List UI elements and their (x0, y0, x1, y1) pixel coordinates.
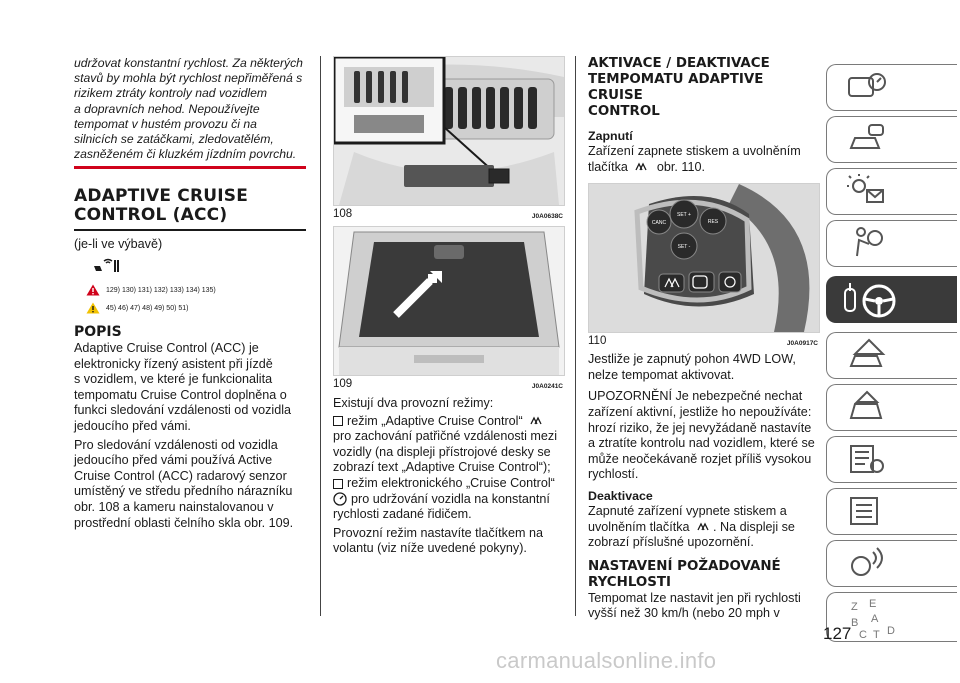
text-line: UPOZORNĚNÍ Je nebezpečné nechat (588, 389, 803, 404)
steering-wheel-key-icon (841, 281, 901, 321)
text-line: vyšší než 30 km/h (nebo 20 mph v (588, 606, 780, 621)
figure-code: J0A0917C (786, 340, 818, 348)
paragraph (333, 526, 563, 557)
text-line: volantu (viz níže uvedené pokyny). (333, 541, 527, 556)
text-line: Provozní režim nastavíte tlačítkem na (333, 525, 543, 540)
heading-line: AKTIVACE / DEAKTIVACE (588, 56, 770, 71)
tab-safety[interactable] (826, 116, 957, 163)
heading-line: ADAPTIVE CRUISE (74, 186, 249, 207)
column-divider (575, 56, 576, 616)
text-line: jedoucího před vámi používá Active (74, 453, 273, 468)
text-line: a ztratíte kontrolu nad vozidlem, které se (588, 436, 815, 451)
figure-number: 109 (333, 378, 353, 390)
tab-multimedia[interactable] (826, 540, 957, 587)
text-line: jedoucího před vámi. (74, 418, 191, 433)
text-line: tlačítka (588, 159, 628, 174)
watermark: carmanualsonline.info (496, 648, 717, 673)
text-line: může neočekávaně rozjet příliš vysokou (588, 451, 812, 466)
equipment-icon (86, 257, 306, 280)
section-heading-acc (74, 187, 306, 231)
text-line: Pro sledování vzdálenosti od vozidla (74, 437, 278, 452)
figure-code: J0A0241C (531, 383, 563, 390)
text-line: elektronicky řízený asistent při jízdě (74, 356, 273, 371)
text-line: obr. 108 a kameru nainstalovanou v (74, 499, 274, 514)
paragraph (588, 352, 818, 383)
heading-line: RYCHLOSTI (588, 574, 672, 590)
warning-line: zasněženém či kluzkém jízdním povrchu. (74, 147, 297, 162)
text-line: rychlostí. (588, 467, 639, 482)
text-line: režim elektronického „Cruise Control“ (347, 475, 555, 490)
paragraph (74, 341, 306, 435)
text-line: tempomatu Cruise Control doplněna o (74, 387, 287, 402)
ref-list: 45) 46) 47) 48) 49) 50) 51) (106, 304, 189, 312)
wheel-label-canc: CANC (651, 220, 667, 227)
text-line: Jestliže je zapnutý pohon 4WD LOW, (588, 352, 796, 367)
heading-line: CONTROL (588, 104, 660, 119)
tab-technical[interactable] (826, 488, 957, 535)
text-line: zobrazí text „Adaptive Cruise Control“); (333, 460, 551, 475)
column-middle (333, 56, 563, 557)
warning-refs-yellow (86, 302, 306, 314)
acc-button-icon (635, 162, 649, 172)
warning-refs-red (86, 284, 306, 296)
figure-caption (333, 378, 563, 390)
acc-distance-icon (530, 416, 544, 426)
text-line: . Na displeji se (713, 519, 795, 534)
tab-maintenance[interactable] (826, 436, 957, 483)
heading-line: CONTROL (ACC) (74, 205, 228, 226)
figure-caption (588, 335, 818, 347)
text-line: nelze tempomat aktivovat. (588, 367, 735, 382)
popis-heading: POPIS (74, 324, 122, 341)
emergency-icon (847, 390, 887, 424)
text-line: Tempomat lze nastavit jen při rychlosti (588, 590, 801, 605)
section-heading-speed-setting (588, 559, 818, 591)
multimedia-icon (847, 546, 887, 580)
text-line: Cruise Control (ACC) radarový senzor (74, 468, 287, 483)
danger-triangle-icon (86, 284, 100, 296)
warning-line: stavů by mohla být rychlost nepřiměřená s (74, 71, 303, 86)
text-line: umístěný ve středu předního nárazníku (74, 484, 293, 499)
acc-button-icon (697, 522, 711, 532)
paragraph (74, 438, 306, 532)
subheading-zapnuti: Zapnutí (588, 129, 633, 143)
text-line: pro udržování vozidla na konstantní (351, 491, 550, 506)
text-line: Zařízení zapnete stiskem a uvolněním (588, 144, 801, 158)
alphabet-index-icon (847, 598, 907, 642)
figure-108-front-bumper (333, 56, 565, 206)
index-letter: Z (851, 601, 858, 613)
tab-airbag[interactable] (826, 220, 957, 267)
index-letter: A (871, 613, 879, 625)
lights-icon (847, 174, 887, 208)
mode-item-acc (333, 414, 563, 476)
figure-110-steering-wheel (588, 183, 820, 333)
text-line: s vozidlem, ve které je funkcionalita (74, 372, 273, 387)
index-letter: T (873, 629, 880, 641)
ref-list: 129) 130) 131) 132) 133) 134) 135) (106, 286, 216, 294)
text-line: uvolněním tlačítka (588, 519, 690, 534)
technical-data-icon (847, 494, 887, 528)
car-key-icon (847, 122, 887, 156)
figure-number: 110 (588, 335, 607, 348)
warning-paragraph (588, 389, 818, 483)
heading-line: TEMPOMATU ADAPTIVE CRUISE (588, 72, 764, 103)
checkbox-bullet-icon (333, 416, 343, 426)
dashboard-icon (847, 70, 887, 104)
warning-line: rizikem ztráty kontroly nad vozidlem (74, 86, 268, 101)
airbag-icon (847, 226, 887, 260)
text-line: obr. 110. (656, 159, 705, 174)
text-line: zařízení aktivní, jestliže ho nepoužíváte: (588, 404, 812, 419)
figure-number: 108 (333, 208, 353, 220)
modes-intro: Existují dva provozní režimy: (333, 396, 494, 410)
text-line: rychlosti zadané řidičem. (333, 507, 472, 522)
text-line: vozidly (na displeji přístrojové desky se (333, 444, 551, 459)
warning-car-icon (847, 338, 887, 372)
section-heading-activation (588, 56, 818, 120)
text-line: pro zachování patřičné vzdálenosti mezi (333, 429, 558, 444)
column-right (588, 56, 818, 622)
availability-note: (je-li ve výbavě) (74, 237, 163, 252)
warning-line: tempomat v hustém provozu či na (74, 116, 257, 131)
wheel-label-set-plus: SET + (677, 212, 691, 219)
warning-line: udržovat konstantní rychlost. Za některých (74, 56, 303, 70)
checkbox-bullet-icon (333, 479, 343, 489)
index-letter: D (887, 625, 895, 637)
tab-warnings[interactable] (826, 332, 957, 379)
text-line: Adaptive Cruise Control (ACC) je (74, 341, 259, 356)
warning-line: silnicích se zatáčkami, zledovatělém, (74, 132, 274, 147)
speedometer-icon (333, 492, 347, 506)
tab-emergency[interactable] (826, 384, 957, 431)
index-letter: E (869, 598, 877, 610)
warning-box (74, 56, 306, 169)
maintenance-icon (847, 442, 887, 476)
index-letter: B (851, 617, 859, 629)
warning-line: a dopravních nehod. Nepoužívejte (74, 101, 260, 116)
text-line: zobrazí příslušné upozornění. (588, 535, 754, 550)
figure-code: J0A0638C (531, 213, 563, 220)
column-divider (320, 56, 321, 616)
tab-dashboard[interactable] (826, 64, 957, 111)
text-line: hrozí riziko, že jej nevyžádaně nastavíte (588, 420, 812, 435)
text-line: funkci sledování vzdálenosti od vozidla (74, 403, 292, 418)
column-left (74, 56, 306, 531)
mode-item-cruise (333, 476, 563, 523)
figure-109-windshield-camera (333, 226, 565, 376)
page-number: 127 (823, 624, 852, 643)
tab-lights[interactable] (826, 168, 957, 215)
caution-triangle-icon (86, 302, 100, 314)
text-line: Zapnuté zařízení vypnete stiskem a (588, 503, 787, 518)
index-letter: C (859, 629, 867, 641)
wheel-label-res: RES (707, 219, 719, 226)
tab-driving[interactable] (826, 276, 957, 323)
figure-caption (333, 208, 563, 220)
text-line: prostřední oblasti čelního skla obr. 109. (74, 515, 294, 530)
subheading-deaktivace: Deaktivace (588, 488, 653, 503)
heading-line: NASTAVENÍ POŽADOVANÉ (588, 558, 781, 574)
text-line: režim „Adaptive Cruise Control“ (347, 413, 523, 428)
wheel-label-set-minus: SET - (677, 244, 691, 251)
